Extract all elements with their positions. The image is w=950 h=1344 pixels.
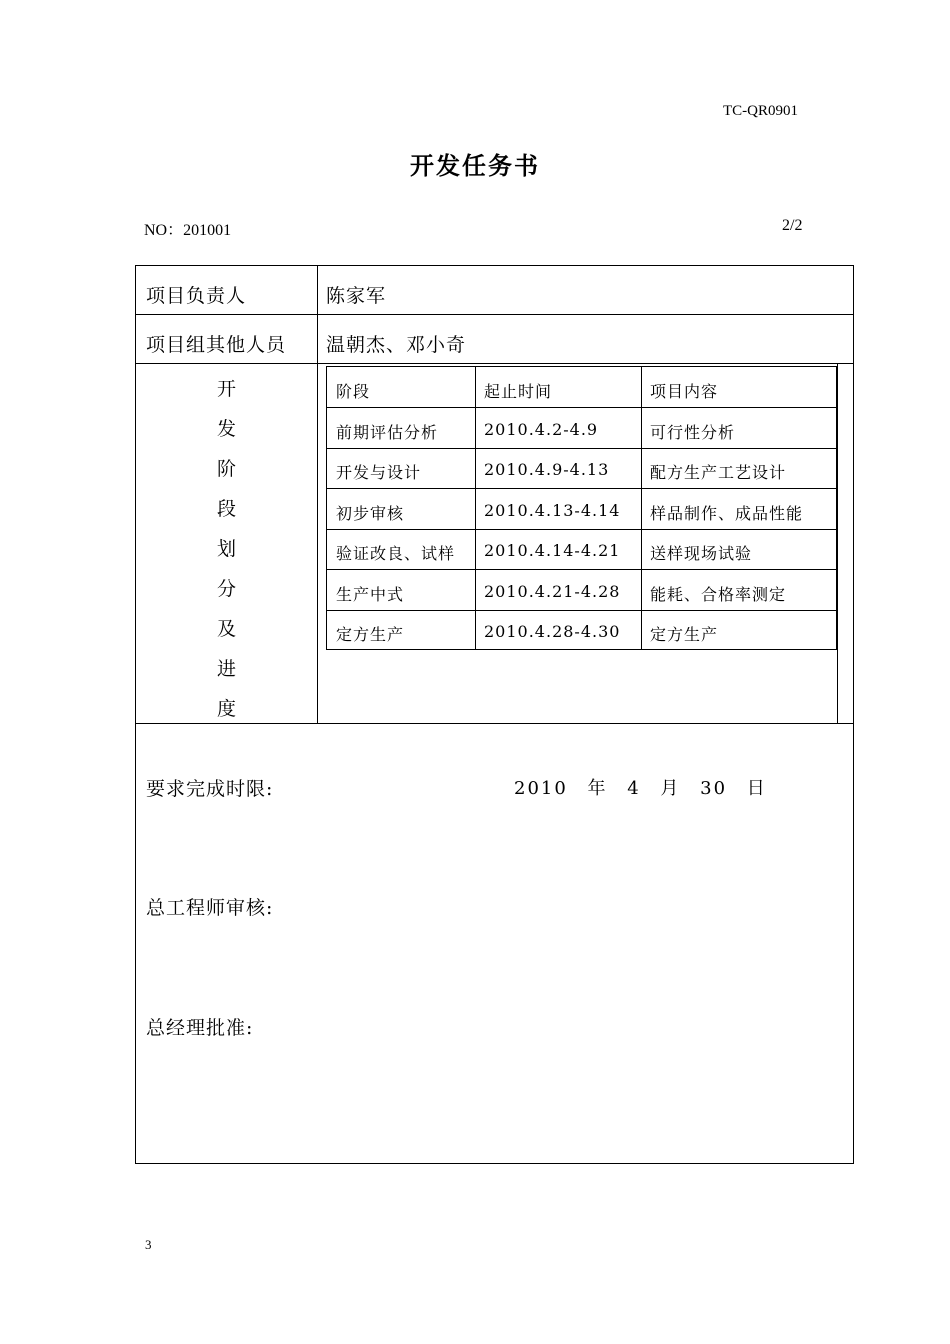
schedule-col-divider (475, 367, 476, 649)
schedule-cell-dates: 2010.4.9-4.13 (484, 460, 610, 479)
schedule-cell-phase: 初步审核 (336, 504, 405, 523)
schedule-cell-phase: 定方生产 (336, 625, 405, 644)
phase-label-char: 进 (216, 658, 236, 680)
lead-value: 陈家军 (326, 285, 387, 307)
schedule-cell-content: 可行性分析 (650, 423, 736, 442)
schedule-cell-content: 定方生产 (650, 625, 719, 644)
page-number: 3 (145, 1237, 152, 1252)
schedule-col-divider (641, 367, 642, 649)
document-title: 开发任务书 (410, 152, 540, 180)
engineer-approval-label: 总工程师审核: (146, 897, 274, 919)
schedule-cell-dates: 2010.4.2-4.9 (484, 420, 599, 439)
schedule-row-divider (327, 610, 836, 611)
row-divider (136, 314, 853, 315)
schedule-cell-dates: 2010.4.13-4.14 (484, 501, 621, 520)
phase-label-char: 分 (216, 578, 236, 600)
phase-label-char: 划 (216, 538, 236, 560)
document-number: NO：201001 (144, 222, 232, 239)
phase-label-char: 度 (216, 698, 236, 720)
schedule-row-divider (327, 407, 836, 408)
schedule-row-divider (327, 569, 836, 570)
phase-label-char: 段 (216, 498, 236, 520)
members-value: 温朝杰、邓小奇 (326, 334, 467, 356)
manager-approval-label: 总经理批准: (146, 1017, 254, 1039)
phase-label-char: 发 (216, 418, 236, 440)
schedule-row-divider (327, 529, 836, 530)
phase-label-char: 开 (216, 378, 236, 400)
column-divider (317, 266, 318, 723)
schedule-cell-dates: 2010.4.21-4.28 (484, 582, 621, 601)
schedule-cell-content: 配方生产工艺设计 (650, 463, 787, 482)
schedule-cell-phase: 验证改良、试样 (336, 544, 456, 563)
phase-section-label (136, 366, 317, 724)
column-divider (837, 363, 838, 723)
schedule-cell-phase: 前期评估分析 (336, 423, 439, 442)
phase-label-char: 阶 (216, 458, 236, 480)
schedule-cell-content: 送样现场试验 (650, 544, 753, 563)
schedule-cell-dates: 2010.4.14-4.21 (484, 541, 621, 560)
schedule-cell-phase: 开发与设计 (336, 463, 422, 482)
schedule-cell-phase: 生产中式 (336, 585, 405, 604)
schedule-cell-content: 样品制作、成品性能 (650, 504, 804, 523)
schedule-header-content: 项目内容 (650, 382, 719, 401)
deadline-label: 要求完成时限: (146, 778, 274, 800)
schedule-cell-dates: 2010.4.28-4.30 (484, 622, 621, 641)
schedule-row-divider (327, 448, 836, 449)
row-divider (136, 363, 853, 364)
members-label: 项目组其他人员 (146, 334, 287, 356)
schedule-cell-content: 能耗、合格率测定 (650, 585, 787, 604)
schedule-table (326, 366, 837, 650)
phase-label-char: 及 (216, 618, 236, 640)
schedule-header-phase: 阶段 (336, 382, 371, 401)
task-form-table (135, 265, 854, 1164)
page-count: 2/2 (782, 217, 803, 234)
document-code: TC-QR0901 (723, 103, 798, 119)
deadline-date: 2010 年 4 月 30 日 (514, 778, 767, 799)
lead-label: 项目负责人 (146, 285, 247, 307)
schedule-row-divider (327, 488, 836, 489)
schedule-header-dates: 起止时间 (484, 382, 553, 401)
